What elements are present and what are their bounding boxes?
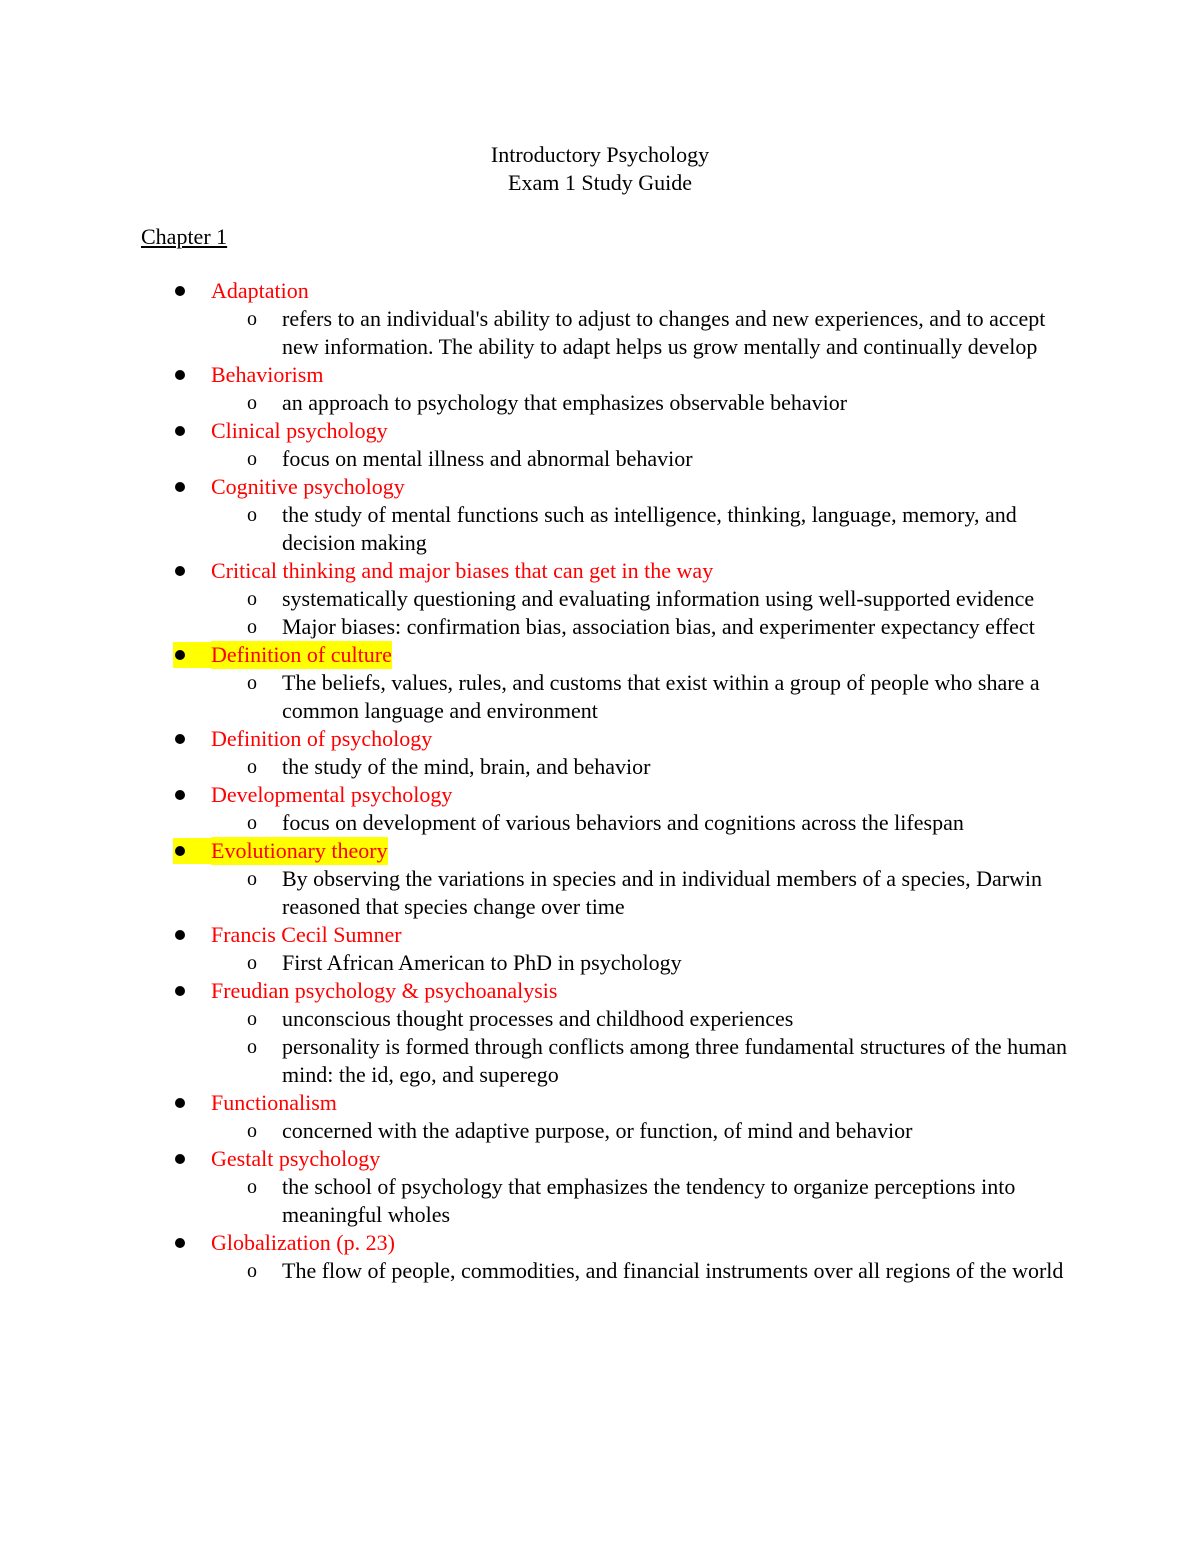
definition-text: refers to an individual's ability to adjust to changes and new experiences, and to accept new information. The ability to adapt helps us grow mentally and continually develop <box>282 306 1046 359</box>
term-label: Adaptation <box>211 278 309 303</box>
term-row <box>0 1145 1200 1173</box>
term-label: Cognitive psychology <box>211 474 405 499</box>
circle-bullet-icon: o <box>247 1176 257 1198</box>
definition-list <box>0 445 1200 473</box>
term-item <box>0 473 1200 557</box>
bullet-icon <box>175 930 185 940</box>
circle-bullet-icon: o <box>247 868 257 890</box>
definition-text: the study of mental functions such as intelligence, thinking, language, memory, and decision making <box>282 502 1017 555</box>
bullet-icon <box>175 846 185 856</box>
definition-list <box>0 305 1200 361</box>
definition-item <box>0 865 1200 921</box>
term-label: Gestalt psychology <box>211 1146 381 1171</box>
term-item <box>0 921 1200 977</box>
bullet-icon <box>175 1154 185 1164</box>
term-item <box>0 417 1200 473</box>
circle-bullet-icon: o <box>247 952 257 974</box>
term-item <box>0 1229 1200 1285</box>
definition-text: focus on mental illness and abnormal behavior <box>282 446 693 471</box>
definition-text: focus on development of various behaviors and cognitions across the lifespan <box>282 810 964 835</box>
bullet-icon <box>175 650 185 660</box>
definition-text: an approach to psychology that emphasizes observable behavior <box>282 390 848 415</box>
definition-item <box>0 389 1200 417</box>
term-label: Behaviorism <box>211 362 324 387</box>
circle-bullet-icon: o <box>247 756 257 778</box>
definition-list <box>0 501 1200 557</box>
term-label: Developmental psychology <box>211 782 453 807</box>
definition-item <box>0 585 1200 613</box>
definition-text: concerned with the adaptive purpose, or function, of mind and behavior <box>282 1118 913 1143</box>
definition-list <box>0 1257 1200 1285</box>
definition-item <box>0 669 1200 725</box>
circle-bullet-icon: o <box>247 672 257 694</box>
term-row <box>0 1089 1200 1117</box>
definition-item <box>0 753 1200 781</box>
definition-list <box>0 809 1200 837</box>
document-title: Introductory Psychology <box>490 142 710 167</box>
term-row <box>0 417 1200 445</box>
definition-text: systematically questioning and evaluating information using well-supported evidence <box>282 586 1035 611</box>
definition-text: By observing the variations in species and in individual members of a species, Darwin reasoned that species change over time <box>282 866 1043 919</box>
circle-bullet-icon: o <box>247 616 257 638</box>
term-row <box>0 557 1200 585</box>
term-label: Freudian psychology & psychoanalysis <box>211 978 558 1003</box>
bullet-icon <box>175 790 185 800</box>
highlighted-term-row <box>0 641 1200 669</box>
term-row <box>0 473 1200 501</box>
chapter-heading: Chapter 1 <box>141 224 228 249</box>
definition-list <box>0 585 1200 641</box>
definition-item <box>0 613 1200 641</box>
definition-list <box>0 753 1200 781</box>
definition-item <box>0 809 1200 837</box>
term-item <box>0 725 1200 781</box>
term-label: Definition of culture <box>211 642 392 667</box>
definition-list <box>0 949 1200 977</box>
term-row <box>0 781 1200 809</box>
definition-item <box>0 305 1200 361</box>
bullet-icon <box>175 1098 185 1108</box>
definition-list <box>0 865 1200 921</box>
definition-item <box>0 949 1200 977</box>
term-item <box>0 557 1200 641</box>
term-item <box>0 837 1200 921</box>
circle-bullet-icon: o <box>247 1036 257 1058</box>
definition-text: First African American to PhD in psychology <box>282 950 682 975</box>
term-row <box>0 277 1200 305</box>
term-row <box>0 977 1200 1005</box>
circle-bullet-icon: o <box>247 308 257 330</box>
term-label: Globalization (p. 23) <box>211 1230 395 1255</box>
definition-item <box>0 1257 1200 1285</box>
definition-item <box>0 1117 1200 1145</box>
bullet-icon <box>175 426 185 436</box>
term-item <box>0 641 1200 725</box>
highlighted-term-row <box>0 837 1200 865</box>
document-subtitle: Exam 1 Study Guide <box>508 170 692 195</box>
term-row <box>0 921 1200 949</box>
definition-item <box>0 501 1200 557</box>
definition-text: the school of psychology that emphasizes the tendency to organize perceptions into meaningful wholes <box>282 1174 1016 1227</box>
term-row <box>0 361 1200 389</box>
term-list <box>0 277 1200 1285</box>
definition-text: the study of the mind, brain, and behavior <box>282 754 651 779</box>
definition-list <box>0 669 1200 725</box>
bullet-icon <box>175 986 185 996</box>
definition-text: unconscious thought processes and childhood experiences <box>282 1006 794 1031</box>
term-item <box>0 781 1200 837</box>
term-label: Clinical psychology <box>211 418 388 443</box>
definition-text: The beliefs, values, rules, and customs that exist within a group of people who share a common language and environment <box>282 670 1040 723</box>
circle-bullet-icon: o <box>247 392 257 414</box>
term-label: Critical thinking and major biases that can get in the way <box>211 558 714 583</box>
circle-bullet-icon: o <box>247 504 257 526</box>
definition-text: Major biases: confirmation bias, association bias, and experimenter expectancy effect <box>282 614 1035 639</box>
definition-list <box>0 1173 1200 1229</box>
definition-text: The flow of people, commodities, and financial instruments over all regions of the world <box>282 1258 1064 1283</box>
document-header <box>0 141 1200 197</box>
definition-item <box>0 1005 1200 1033</box>
term-label: Definition of psychology <box>211 726 433 751</box>
definition-item <box>0 1173 1200 1229</box>
term-item <box>0 1089 1200 1145</box>
circle-bullet-icon: o <box>247 1008 257 1030</box>
term-label: Evolutionary theory <box>211 838 388 863</box>
term-item <box>0 277 1200 361</box>
term-label: Francis Cecil Sumner <box>211 922 402 947</box>
circle-bullet-icon: o <box>247 588 257 610</box>
term-item <box>0 977 1200 1089</box>
bullet-icon <box>175 370 185 380</box>
definition-text: personality is formed through conflicts among three fundamental structures of the human mind: the id, ego, and superego <box>282 1034 1068 1087</box>
definition-list <box>0 389 1200 417</box>
bullet-icon <box>175 566 185 576</box>
term-row <box>0 1229 1200 1257</box>
term-item <box>0 361 1200 417</box>
bullet-icon <box>175 286 185 296</box>
definition-item <box>0 1033 1200 1089</box>
bullet-icon <box>175 734 185 744</box>
circle-bullet-icon: o <box>247 448 257 470</box>
term-label: Functionalism <box>211 1090 337 1115</box>
definition-list <box>0 1117 1200 1145</box>
term-item <box>0 1145 1200 1229</box>
bullet-icon <box>175 482 185 492</box>
circle-bullet-icon: o <box>247 1260 257 1282</box>
circle-bullet-icon: o <box>247 1120 257 1142</box>
circle-bullet-icon: o <box>247 812 257 834</box>
definition-list <box>0 1005 1200 1089</box>
definition-item <box>0 445 1200 473</box>
term-row <box>0 725 1200 753</box>
bullet-icon <box>175 1238 185 1248</box>
